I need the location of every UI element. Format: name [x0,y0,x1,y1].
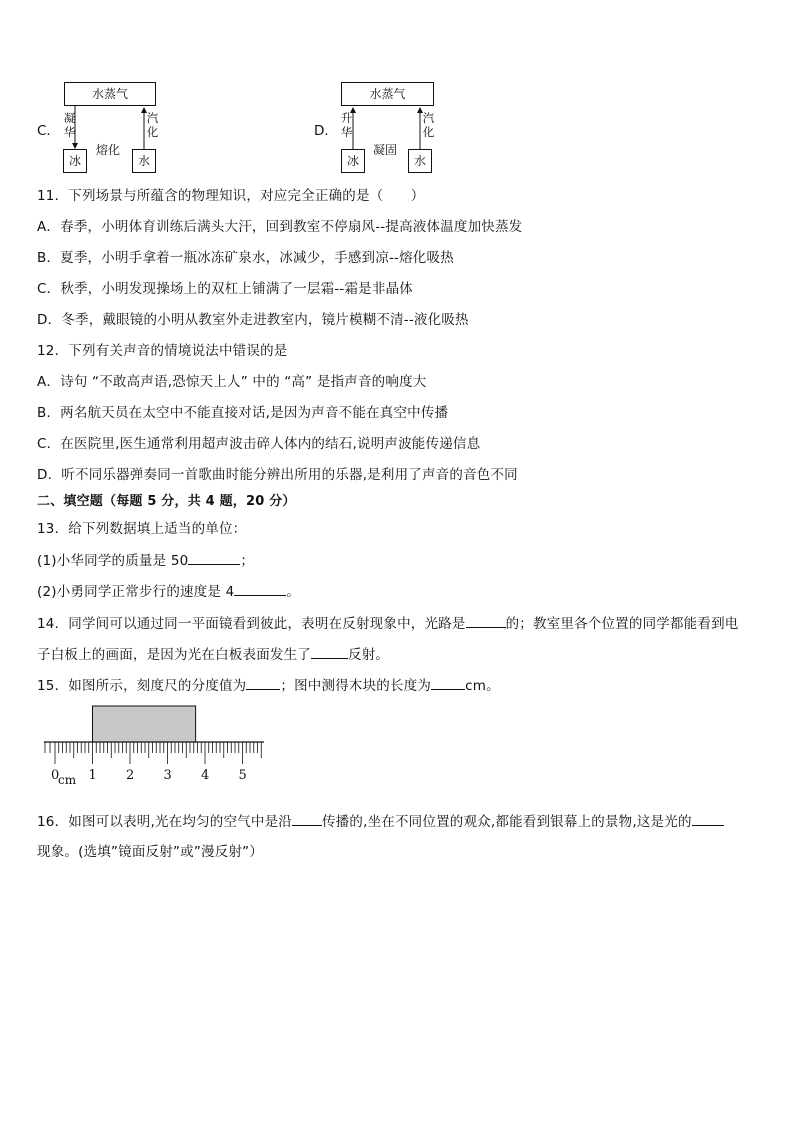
right-arrow-char-2: 化 [422,125,435,139]
ruler-figure [40,704,270,790]
ice-box: 冰 [341,149,365,173]
q16-line2: 现象。(选填”镜面反射”或”漫反射”） [37,844,264,860]
ruler-label-4: 4 [201,768,210,783]
ice-box: 冰 [63,149,87,173]
water-vapor-box: 水蒸气 [64,82,156,106]
q16-line1 [37,812,724,831]
q13-stem: 13．给下列数据填上适当的单位： [37,521,247,537]
q14-text-2: 的；教室里各个位置的同学都能看到电 [505,616,739,632]
q11-option-a: A．春季，小明体育训练后满头大汗，回到教室不停扇风--提高液体温度加快蒸发 [37,219,523,235]
wood-block [93,706,196,742]
q11-option-c: C．秋季，小明发现操场上的双杠上铺满了一层霜--霜是非晶体 [37,281,413,297]
q15-blank-2[interactable] [431,676,465,690]
option-d-label: D． [314,123,338,139]
q16-blank-2[interactable] [692,812,724,826]
q15-text-1: 15．如图所示，刻度尺的分度值为 [37,678,247,694]
bottom-arrow-label: 凝固 [373,143,398,157]
q14-line1 [37,614,738,633]
q14-text-1: 14．同学间可以通过同一平面镜看到彼此，表明在反射现象中，光路是 [37,616,466,632]
right-arrow-char-2: 化 [146,125,159,139]
ruler-label-2: 2 [126,768,135,783]
q15-text-2: ；图中测得木块的长度为 [280,678,432,694]
q13-part2-end: 。 [286,584,301,600]
q14-line2 [37,645,389,664]
q14-text-3: 子白板上的画面，是因为光在白板表面发生了 [37,647,311,663]
q13-part2-text: (2)小勇同学正常步行的速度是 4 [37,584,235,600]
q16-blank-1[interactable] [292,812,322,826]
q16-text-1: 16．如图可以表明,光在均匀的空气中是沿 [37,814,292,830]
q14-blank-2[interactable] [311,645,348,659]
q12-option-b: B．两名航天员在太空中不能直接对话,是因为声音不能在真空中传播 [37,405,449,421]
bottom-arrow-label: 熔化 [96,143,121,157]
q16-text-2: 传播的,坐在不同位置的观众,都能看到银幕上的景物,这是光的 [321,814,692,830]
left-arrow-char-1: 升 [340,111,353,125]
right-arrow-char-1: 汽 [422,111,435,125]
q15-text-3: cm。 [465,678,500,694]
q14-blank-1[interactable] [466,614,506,628]
water-vapor-box: 水蒸气 [341,82,434,106]
ruler-unit-label: cm [58,773,77,787]
q13-part1 [37,551,254,570]
left-arrow-char-2: 华 [340,125,353,139]
q13-part1-text: (1)小华同学的质量是 50 [37,553,189,569]
ruler-label-3: 3 [163,768,172,783]
water-box: 水 [408,149,432,173]
q12-option-a: A．诗句 “不敢高声语,恐惊天上人” 中的 “高” 是指声音的响度大 [37,374,427,390]
q12-option-d: D．听不同乐器弹奏同一首歌曲时能分辨出所用的乐器,是利用了声音的音色不同 [37,467,518,483]
q13-part1-end: ； [240,553,255,569]
section-title: 二、填空题（每题 5 分，共 4 题，20 分） [37,494,296,509]
left-arrow-char-1: 凝 [63,111,76,125]
ruler-label-5: 5 [238,768,247,783]
ruler-ticks [45,742,261,783]
q11-option-b: B．夏季，小明手拿着一瓶冰冻矿泉水，冰减少，手感到凉--熔化吸热 [37,250,454,266]
q15-stem [37,676,500,695]
q14-text-4: 反射。 [348,647,390,663]
right-arrow-char-1: 汽 [146,111,159,125]
q13-blank-1[interactable] [188,551,240,565]
option-c-label: C． [37,123,60,139]
ruler-label-0: 0 [51,768,60,783]
q11-option-d: D．冬季，戴眼镜的小明从教室外走进教室内，镜片模糊不清--液化吸热 [37,312,469,328]
ruler-label-1: 1 [88,768,97,783]
water-box: 水 [132,149,156,173]
q12-stem: 12．下列有关声音的情境说法中错误的是 [37,343,288,359]
q15-blank-1[interactable] [246,676,280,690]
q13-blank-2[interactable] [234,582,286,596]
q13-part2 [37,582,300,601]
q11-stem: 11．下列场景与所蕴含的物理知识，对应完全正确的是（ ） [37,188,425,204]
left-arrow-char-2: 华 [63,125,76,139]
q12-option-c: C．在医院里,医生通常利用超声波击碎人体内的结石,说明声波能传递信息 [37,436,481,452]
